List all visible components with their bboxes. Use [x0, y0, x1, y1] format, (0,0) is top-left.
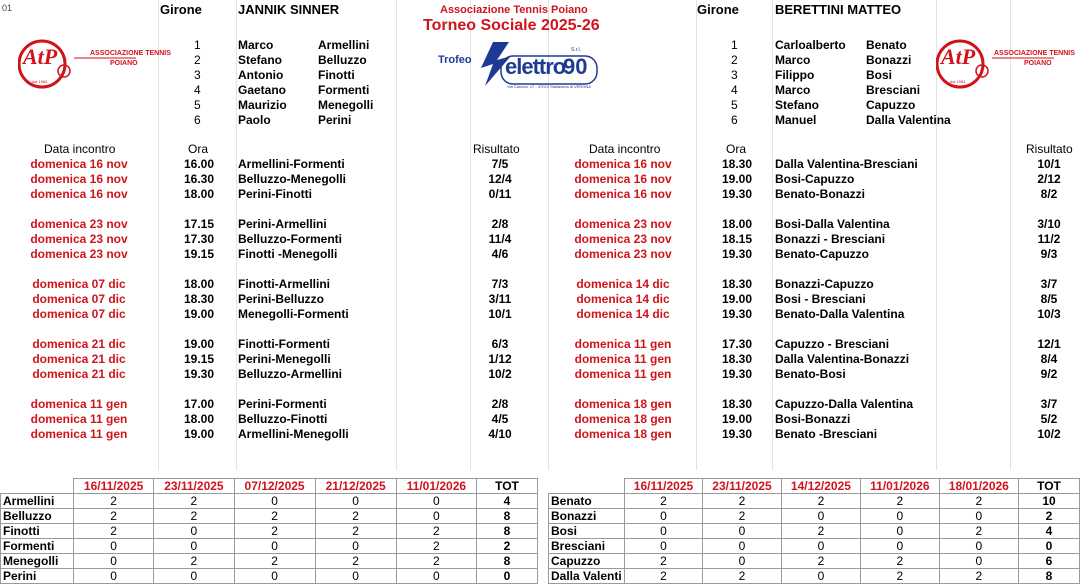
time-header-left: Ora [188, 142, 209, 156]
girone-label-left: Girone [160, 2, 202, 17]
match-time: 19.30 [184, 367, 215, 381]
match-time: 17.30 [184, 232, 215, 246]
match-date: domenica 23 nov [574, 232, 672, 246]
match-date: domenica 11 gen [574, 337, 672, 351]
match-date: domenica 23 nov [30, 247, 128, 261]
tournament-title: Torneo Sociale 2025-26 [423, 17, 600, 34]
totals-points-cell: 0 [396, 509, 476, 524]
sponsor-address: Via Canova, 17 - 37023 Stallavena di VERONA [507, 84, 591, 89]
match-date: domenica 11 gen [30, 397, 128, 411]
match-time: 18.00 [184, 187, 215, 201]
match-pairing: Finotti-Armellini [238, 277, 330, 291]
match-pairing: Belluzzo-Armellini [238, 367, 343, 381]
player-first-name: Marco [775, 83, 811, 97]
player-number: 1 [731, 38, 738, 52]
match-result: 11/2 [1037, 232, 1061, 246]
totals-points-cell: 2 [939, 494, 1018, 509]
player-first-name: Antonio [238, 68, 284, 82]
totals-row [549, 554, 1080, 569]
totals-points-cell: 0 [703, 554, 782, 569]
association-title: Associazione Tennis Poiano [440, 4, 588, 16]
totals-points-cell: 0 [74, 539, 154, 554]
match-pairing: Dalla Valentina-Bonazzi [775, 352, 910, 366]
totals-points-cell: 2 [703, 494, 782, 509]
totals-date-header: 16/11/2025 [74, 479, 154, 494]
totals-tot-header: TOT [1019, 479, 1080, 494]
player-last-name: Bresciani [866, 83, 921, 97]
match-pairing: Capuzzo - Bresciani [775, 337, 890, 351]
match-pairing: Perini-Finotti [238, 187, 312, 201]
match-result: 10/3 [1037, 307, 1061, 321]
match-pairing: Capuzzo-Dalla Valentina [775, 397, 914, 411]
totals-points-cell: 2 [939, 569, 1018, 584]
match-result: 8/5 [1040, 292, 1058, 306]
player-last-name: Menegolli [318, 98, 374, 112]
match-result: 10/1 [1037, 157, 1061, 171]
totals-points-cell: 0 [234, 494, 315, 509]
totals-total-cell: 6 [1019, 554, 1080, 569]
totals-points-cell: 0 [939, 554, 1018, 569]
match-time: 19.15 [184, 352, 215, 366]
totals-player-name: Formenti [1, 539, 74, 554]
totals-date-header: 11/01/2026 [861, 479, 940, 494]
match-result: 2/12 [1037, 172, 1061, 186]
match-time: 19.00 [184, 307, 215, 321]
match-date: domenica 07 dic [32, 307, 126, 321]
totals-points-cell: 2 [396, 524, 476, 539]
sponsor-suffix: S.r.l. [571, 47, 582, 53]
player-first-name: Stefano [238, 53, 283, 67]
totals-points-cell: 2 [624, 494, 703, 509]
match-date: domenica 23 nov [30, 232, 128, 246]
match-date: domenica 11 gen [30, 412, 128, 426]
match-pairing: Perini-Armellini [238, 217, 327, 231]
totals-total-cell: 2 [477, 539, 538, 554]
totals-points-cell: 0 [154, 539, 234, 554]
totals-row [1, 569, 538, 584]
match-result: 10/1 [488, 307, 512, 321]
match-date: domenica 16 nov [30, 157, 128, 171]
totals-points-cell: 0 [396, 494, 476, 509]
totals-points-cell: 2 [234, 554, 315, 569]
logo-line1-left: ASSOCIAZIONE TENNIS [90, 50, 171, 57]
totals-date-header: 16/11/2025 [624, 479, 703, 494]
match-result: 2/8 [491, 217, 509, 231]
player-first-name: Marco [775, 53, 811, 67]
match-result: 10/2 [488, 367, 512, 381]
player-last-name: Bosi [866, 68, 893, 82]
totals-points-cell: 2 [861, 494, 940, 509]
match-time: 19.30 [722, 187, 753, 201]
totals-row [1, 494, 538, 509]
player-last-name: Dalla Valentina [866, 113, 951, 127]
totals-row [549, 509, 1080, 524]
totals-player-name: Armellini [1, 494, 74, 509]
totals-points-cell: 2 [624, 554, 703, 569]
player-first-name: Manuel [775, 113, 817, 127]
totals-total-cell: 10 [1019, 494, 1080, 509]
player-first-name: Filippo [775, 68, 815, 82]
player-first-name: Paolo [238, 113, 271, 127]
totals-total-cell: 8 [477, 554, 538, 569]
match-time: 19.00 [184, 427, 215, 441]
totals-points-cell: 2 [315, 509, 396, 524]
totals-points-cell: 0 [781, 509, 860, 524]
match-time: 19.30 [722, 247, 753, 261]
match-result: 4/6 [491, 247, 509, 261]
totals-date-header: 11/01/2026 [396, 479, 476, 494]
player-number: 2 [731, 53, 738, 67]
totals-points-cell: 0 [315, 569, 396, 584]
match-time: 16.00 [184, 157, 215, 171]
match-pairing: Perini-Menegolli [238, 352, 331, 366]
totals-points-cell: 2 [315, 524, 396, 539]
match-pairing: Dalla Valentina-Bresciani [775, 157, 918, 171]
match-time: 18.30 [722, 352, 753, 366]
match-pairing: Armellini-Formenti [238, 157, 345, 171]
totals-row [549, 569, 1080, 584]
match-pairing: Perini-Formenti [238, 397, 327, 411]
match-result: 4/10 [488, 427, 512, 441]
match-result: 3/7 [1040, 397, 1058, 411]
left-totals-table [0, 478, 538, 584]
player-last-name: Benato [866, 38, 907, 52]
totals-player-name: Menegolli [1, 554, 74, 569]
match-pairing: Bosi-Bonazzi [775, 412, 851, 426]
totals-player-name: Belluzzo [1, 509, 74, 524]
sponsor-name: elettro [505, 54, 566, 79]
match-date: domenica 16 nov [574, 157, 672, 171]
match-time: 19.00 [722, 412, 753, 426]
group-title-right: BERETTINI MATTEO [775, 2, 902, 17]
player-last-name: Perini [318, 113, 352, 127]
match-pairing: Belluzzo-Menegolli [238, 172, 346, 186]
atp-logo-right [936, 38, 1075, 90]
player-number: 6 [731, 113, 738, 127]
player-last-name: Bonazzi [866, 53, 912, 67]
match-result: 11/4 [488, 232, 512, 246]
player-last-name: Formenti [318, 83, 370, 97]
match-pairing: Benato-Capuzzo [775, 247, 869, 261]
totals-points-cell: 2 [861, 569, 940, 584]
totals-points-cell: 2 [154, 494, 234, 509]
cell-reference: 01 [2, 3, 13, 13]
totals-player-name: Capuzzo [549, 554, 625, 569]
match-pairing: Belluzzo-Formenti [238, 232, 342, 246]
totals-total-cell: 4 [477, 494, 538, 509]
totals-player-name: Bresciani [549, 539, 625, 554]
totals-row [1, 554, 538, 569]
totals-points-cell: 0 [703, 524, 782, 539]
totals-points-cell: 0 [74, 554, 154, 569]
match-date: domenica 14 dic [576, 307, 670, 321]
match-result: 5/2 [1040, 412, 1058, 426]
match-pairing: Finotti-Formenti [238, 337, 330, 351]
match-date: domenica 23 nov [574, 247, 672, 261]
logo-founded-left: dal 1983 [32, 79, 48, 84]
match-time: 19.30 [722, 427, 753, 441]
totals-date-header: 14/12/2025 [781, 479, 860, 494]
match-pairing: Belluzzo-Finotti [238, 412, 328, 426]
match-result: 8/4 [1040, 352, 1058, 366]
totals-date-header: 21/12/2025 [315, 479, 396, 494]
match-time: 19.30 [722, 367, 753, 381]
totals-points-cell: 2 [154, 509, 234, 524]
totals-corner-cell [1, 479, 74, 494]
match-result: 6/3 [491, 337, 509, 351]
match-time: 18.30 [722, 157, 753, 171]
match-pairing: Menegolli-Formenti [238, 307, 349, 321]
match-result: 0/11 [488, 187, 512, 201]
sponsor-number: 90 [563, 54, 588, 79]
totals-total-cell: 0 [477, 569, 538, 584]
match-date: domenica 21 dic [32, 337, 126, 351]
logo-line1-right: ASSOCIAZIONE TENNIS [994, 50, 1075, 57]
match-time: 18.30 [184, 292, 215, 306]
match-result: 3/10 [1037, 217, 1061, 231]
player-last-name: Armellini [318, 38, 370, 52]
match-time: 19.15 [184, 247, 215, 261]
match-time: 18.00 [184, 277, 215, 291]
totals-points-cell: 0 [154, 569, 234, 584]
player-number: 5 [194, 98, 201, 112]
totals-points-cell: 0 [939, 539, 1018, 554]
match-date: domenica 21 dic [32, 367, 126, 381]
totals-points-cell: 0 [781, 539, 860, 554]
totals-points-cell: 2 [781, 554, 860, 569]
match-pairing: Benato -Bresciani [775, 427, 878, 441]
match-date: domenica 16 nov [30, 172, 128, 186]
totals-player-name: Perini [1, 569, 74, 584]
date-header-right: Data incontro [589, 142, 661, 156]
totals-player-name: Bosi [549, 524, 625, 539]
totals-player-name: Finotti [1, 524, 74, 539]
logo-monogram-right: AtP [941, 44, 976, 69]
player-number: 3 [731, 68, 738, 82]
match-date: domenica 11 gen [574, 352, 672, 366]
totals-date-header: 23/11/2025 [703, 479, 782, 494]
totals-points-cell: 2 [315, 554, 396, 569]
totals-points-cell: 0 [861, 539, 940, 554]
match-result: 7/3 [491, 277, 509, 291]
totals-points-cell: 0 [624, 524, 703, 539]
totals-points-cell: 2 [396, 539, 476, 554]
totals-points-cell: 2 [74, 509, 154, 524]
totals-points-cell: 0 [861, 509, 940, 524]
totals-points-cell: 0 [624, 509, 703, 524]
match-date: domenica 18 gen [574, 412, 672, 426]
logo-monogram-left: AtP [23, 44, 58, 69]
totals-points-cell: 0 [703, 539, 782, 554]
totals-points-cell: 0 [939, 509, 1018, 524]
match-result: 9/2 [1040, 367, 1058, 381]
totals-points-cell: 0 [315, 494, 396, 509]
player-last-name: Belluzzo [318, 53, 367, 67]
player-number: 4 [194, 83, 201, 97]
player-number: 3 [194, 68, 201, 82]
totals-points-cell: 2 [781, 524, 860, 539]
player-first-name: Maurizio [238, 98, 287, 112]
match-date: domenica 14 dic [576, 292, 670, 306]
match-date: domenica 07 dic [32, 292, 126, 306]
player-number: 4 [731, 83, 738, 97]
match-pairing: Bosi-Capuzzo [775, 172, 855, 186]
match-date: domenica 14 dic [576, 277, 670, 291]
match-result: 10/2 [1037, 427, 1061, 441]
totals-row [1, 509, 538, 524]
totals-points-cell: 2 [861, 554, 940, 569]
match-pairing: Benato-Bosi [775, 367, 846, 381]
match-time: 19.00 [184, 337, 215, 351]
totals-points-cell: 0 [74, 569, 154, 584]
match-pairing: Benato-Dalla Valentina [775, 307, 905, 321]
match-date: domenica 18 gen [574, 427, 672, 441]
totals-points-cell: 2 [781, 494, 860, 509]
logo-line2-right: POIANO [1024, 60, 1052, 67]
player-first-name: Stefano [775, 98, 820, 112]
match-time: 17.15 [184, 217, 215, 231]
player-number: 6 [194, 113, 201, 127]
atp-logo-left [18, 38, 171, 90]
totals-total-cell: 2 [1019, 509, 1080, 524]
totals-points-cell: 0 [315, 539, 396, 554]
date-header-left: Data incontro [44, 142, 116, 156]
player-last-name: Capuzzo [866, 98, 916, 112]
match-result: 7/5 [491, 157, 509, 171]
match-time: 18.15 [722, 232, 753, 246]
girone-label-right: Girone [697, 2, 739, 17]
totals-total-cell: 8 [477, 509, 538, 524]
totals-points-cell: 0 [154, 524, 234, 539]
match-date: domenica 16 nov [574, 187, 672, 201]
totals-points-cell: 0 [861, 524, 940, 539]
match-result: 12/1 [1037, 337, 1061, 351]
player-first-name: Marco [238, 38, 274, 52]
group-title-left: JANNIK SINNER [238, 2, 340, 17]
totals-row [549, 524, 1080, 539]
totals-points-cell: 2 [703, 569, 782, 584]
match-pairing: Finotti -Menegolli [238, 247, 338, 261]
match-time: 17.30 [722, 337, 753, 351]
totals-header-row [549, 479, 1080, 494]
totals-tot-header: TOT [477, 479, 538, 494]
totals-header-row [1, 479, 538, 494]
match-pairing: Benato-Bonazzi [775, 187, 865, 201]
result-header-left: Risultato [473, 142, 520, 156]
match-pairing: Bosi - Bresciani [775, 292, 866, 306]
totals-total-cell: 0 [1019, 539, 1080, 554]
sponsor-logo [475, 40, 600, 90]
match-time: 19.00 [722, 172, 753, 186]
match-date: domenica 16 nov [30, 187, 128, 201]
totals-total-cell: 8 [1019, 569, 1080, 584]
totals-total-cell: 8 [477, 524, 538, 539]
match-pairing: Perini-Belluzzo [238, 292, 325, 306]
match-time: 18.00 [722, 217, 753, 231]
totals-row [1, 539, 538, 554]
totals-points-cell: 0 [234, 539, 315, 554]
totals-points-cell: 2 [154, 554, 234, 569]
totals-points-cell: 2 [234, 509, 315, 524]
player-first-name: Carloalberto [775, 38, 846, 52]
totals-date-header: 23/11/2025 [154, 479, 234, 494]
totals-player-name: Benato [549, 494, 625, 509]
match-time: 16.30 [184, 172, 215, 186]
totals-player-name: Dalla Valenti [549, 569, 625, 584]
match-pairing: Bosi-Dalla Valentina [775, 217, 890, 231]
totals-points-cell: 2 [74, 494, 154, 509]
match-time: 18.30 [722, 277, 753, 291]
player-first-name: Gaetano [238, 83, 287, 97]
logo-founded-right: dal 1983 [950, 79, 966, 84]
match-time: 17.00 [184, 397, 215, 411]
totals-points-cell: 2 [74, 524, 154, 539]
totals-points-cell: 2 [396, 554, 476, 569]
match-date: domenica 07 dic [32, 277, 126, 291]
totals-corner-cell [549, 479, 625, 494]
match-date: domenica 21 dic [32, 352, 126, 366]
match-time: 19.30 [722, 307, 753, 321]
player-number: 1 [194, 38, 201, 52]
totals-row [1, 524, 538, 539]
match-pairing: Bonazzi-Capuzzo [775, 277, 874, 291]
match-result: 4/5 [491, 412, 509, 426]
match-pairing: Bonazzi - Bresciani [775, 232, 886, 246]
totals-player-name: Bonazzi [549, 509, 625, 524]
totals-points-cell: 2 [939, 524, 1018, 539]
trophy-label: Trofeo [438, 54, 472, 66]
totals-row [549, 539, 1080, 554]
match-date: domenica 23 nov [574, 217, 672, 231]
totals-points-cell: 0 [234, 569, 315, 584]
totals-points-cell: 0 [396, 569, 476, 584]
totals-total-cell: 4 [1019, 524, 1080, 539]
totals-points-cell: 0 [781, 569, 860, 584]
logo-line2-left: POIANO [110, 60, 138, 67]
totals-points-cell: 2 [703, 509, 782, 524]
match-result: 1/12 [488, 352, 512, 366]
match-time: 19.00 [722, 292, 753, 306]
match-result: 3/7 [1040, 277, 1058, 291]
totals-points-cell: 0 [624, 539, 703, 554]
match-result: 2/8 [491, 397, 509, 411]
player-number: 2 [194, 53, 201, 67]
match-date: domenica 18 gen [574, 397, 672, 411]
match-result: 12/4 [488, 172, 512, 186]
match-time: 18.00 [184, 412, 215, 426]
match-result: 3/11 [488, 292, 512, 306]
match-date: domenica 11 gen [574, 367, 672, 381]
result-header-right: Risultato [1026, 142, 1073, 156]
match-date: domenica 11 gen [30, 427, 128, 441]
match-time: 18.30 [722, 397, 753, 411]
time-header-right: Ora [726, 142, 747, 156]
totals-points-cell: 2 [234, 524, 315, 539]
right-totals-table [548, 478, 1080, 584]
player-last-name: Finotti [318, 68, 355, 82]
match-date: domenica 16 nov [574, 172, 672, 186]
totals-date-header: 18/01/2026 [939, 479, 1018, 494]
player-number: 5 [731, 98, 738, 112]
totals-points-cell: 2 [624, 569, 703, 584]
match-result: 9/3 [1040, 247, 1058, 261]
match-result: 8/2 [1040, 187, 1058, 201]
totals-row [549, 494, 1080, 509]
match-pairing: Armellini-Menegolli [238, 427, 349, 441]
totals-date-header: 07/12/2025 [234, 479, 315, 494]
match-date: domenica 23 nov [30, 217, 128, 231]
